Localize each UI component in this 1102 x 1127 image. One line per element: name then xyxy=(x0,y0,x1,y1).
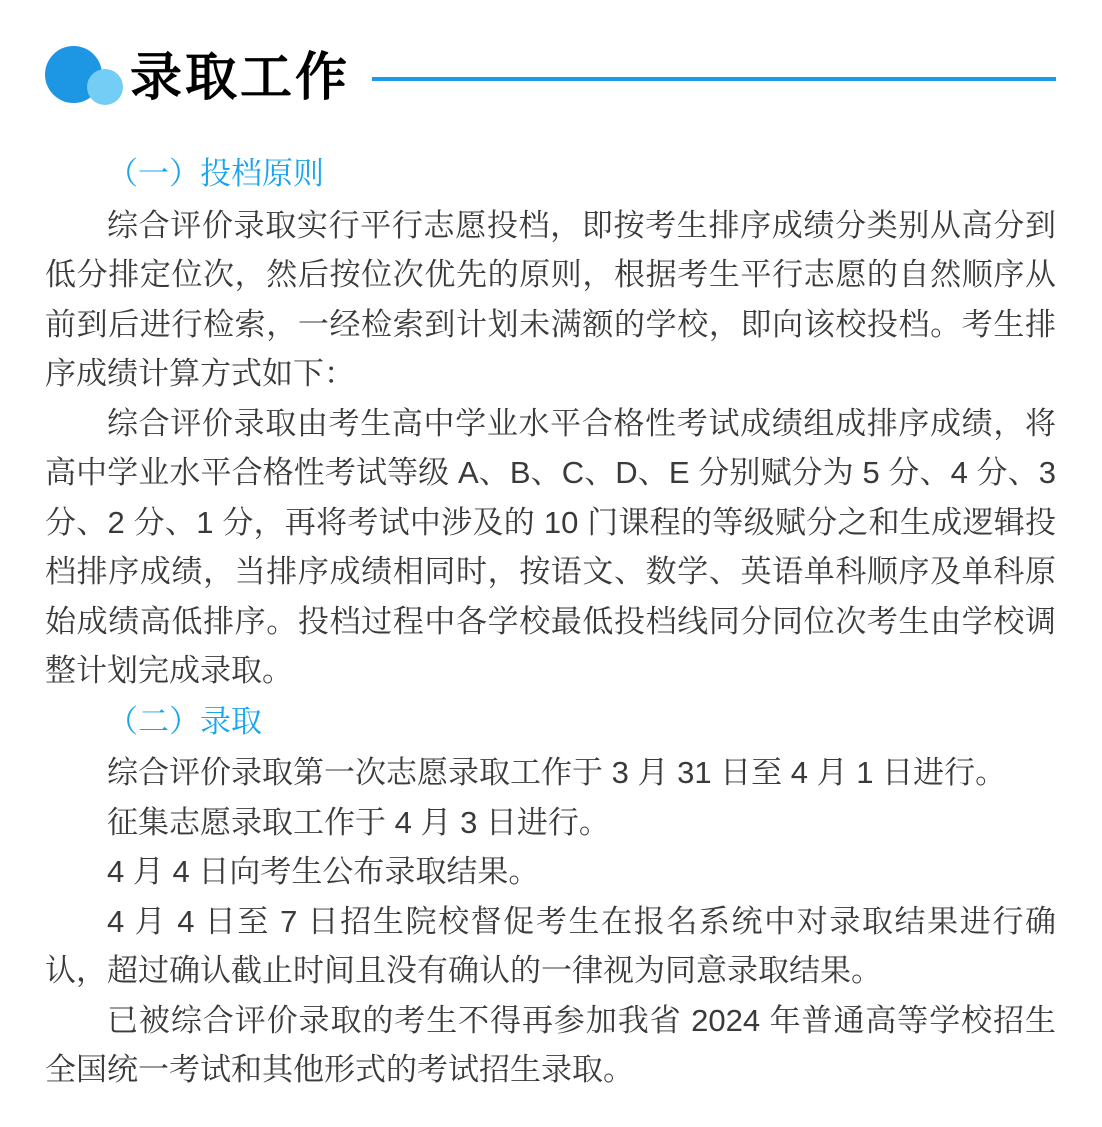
paragraph: 综合评价录取实行平行志愿投档，即按考生排序成绩分类别从高分到低分排定位次，然后按位次优先的原则，根据考生平行志愿的自然顺序从前到后进行检索，一经检索到计划未满额的学校，即向该校投档。考生排序成绩计算方式如下： xyxy=(45,207,1056,391)
header-divider-line xyxy=(372,77,1056,81)
logo-circle-small-icon xyxy=(87,69,123,105)
paragraph: 已被综合评价录取的考生不得再参加我省 2024 年普通高等学校招生全国统一考试和其他形式的考试招生录取。 xyxy=(45,1002,1056,1087)
section-admission xyxy=(45,697,1056,1095)
bubbles-logo-icon xyxy=(45,45,122,112)
page-title: 录取工作 xyxy=(130,48,351,107)
paragraph: 征集志愿录取工作于 4 月 3 日进行。 xyxy=(107,804,610,840)
section-1-heading: （一）投档原则 xyxy=(107,156,324,191)
document-body xyxy=(45,149,1056,1095)
paragraph: 4 月 4 日向考生公布录取结果。 xyxy=(107,854,540,889)
section-2-heading: （二）录取 xyxy=(107,703,262,739)
paragraph: 4 月 4 日至 7 日招生院校督促考生在报名系统中对录取结果进行确认，超过确认截止时间且没有确认的一律视为同意录取结果。 xyxy=(45,903,1056,988)
section-dispatch-principles xyxy=(45,149,1056,696)
page-header xyxy=(45,45,1056,112)
paragraph: 综合评价录取由考生高中学业水平合格性考试成绩组成排序成绩，将高中学业水平合格性考试等级 A、B、C、D、E 分别赋分为 5 分、4 分、3 分、2 分、1 分，再将考试中涉及的 10 门课程的等级赋分之和生成逻辑投档排序成绩，当排序成绩相同时，按语文、数学、英语单科顺序及单科原始成绩高低排序。投档过程中各学校最低投档线同分同位次考生由学校调整计划完成录取。 xyxy=(45,405,1056,688)
paragraph: 综合评价录取第一次志愿录取工作于 3 月 31 日至 4 月 1 日进行。 xyxy=(107,755,1007,790)
